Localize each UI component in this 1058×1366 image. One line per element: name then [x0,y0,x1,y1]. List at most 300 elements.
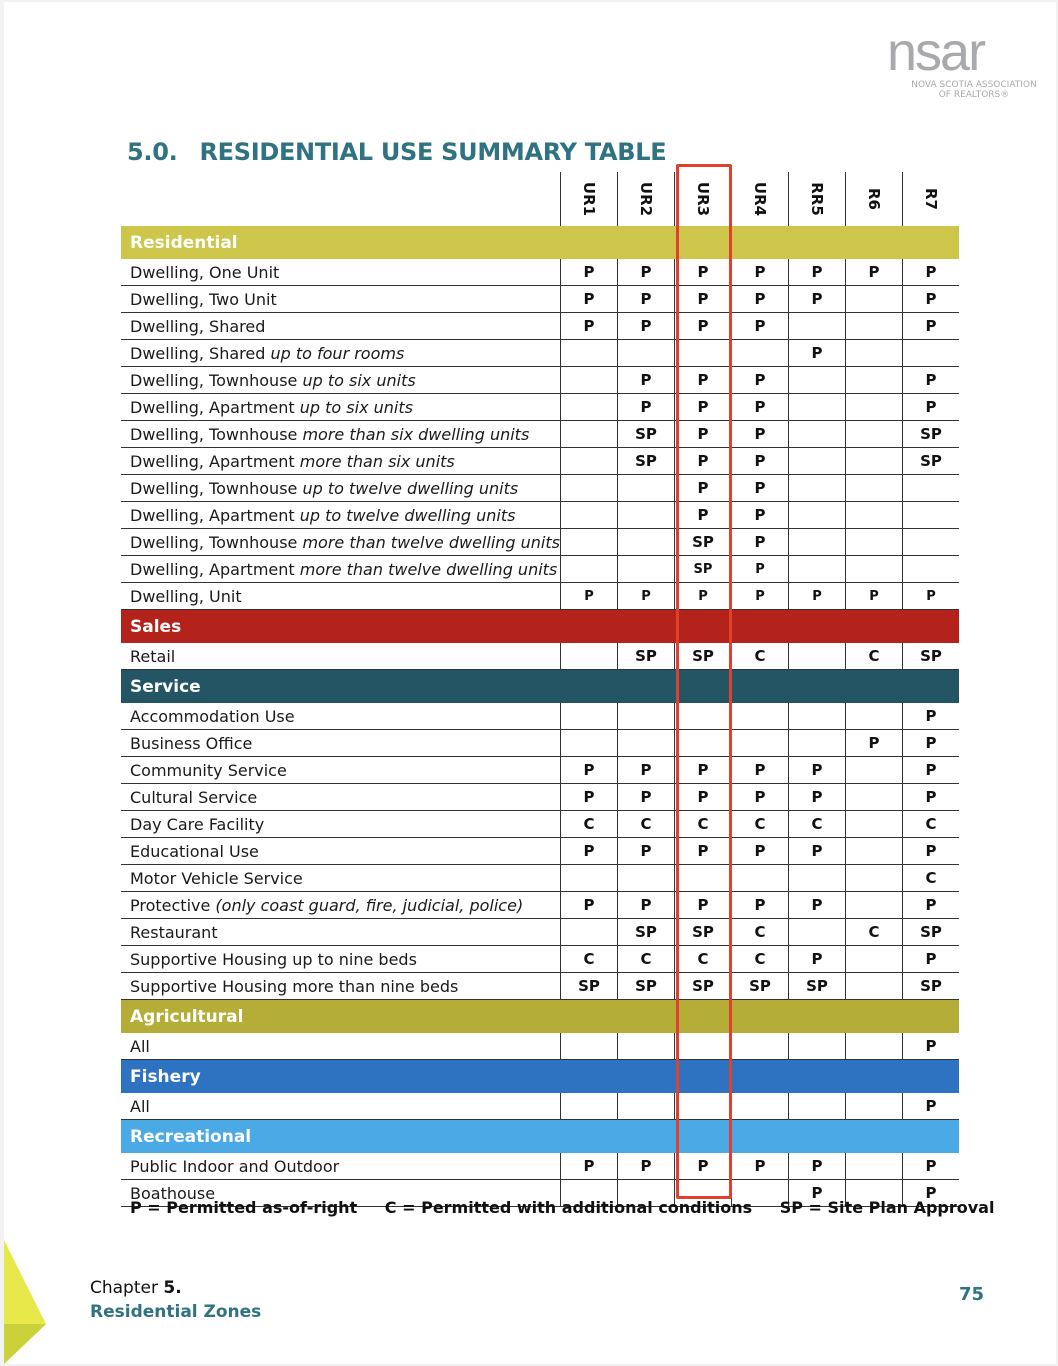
header-blank-cell [121,172,561,226]
cell-r7 [903,475,960,502]
cell-ur3: P [675,1153,732,1180]
table-row [121,1153,959,1180]
cell-ur4: P [732,529,789,556]
use-name: Dwelling, Apartment [130,451,300,471]
cell-r6 [846,865,903,892]
cell-ur3: P [675,367,732,394]
cell-ur3: P [675,394,732,421]
use-label [121,811,561,838]
cell-ur1: P [561,583,618,610]
zone-header-rr5 [789,172,846,226]
cell-r6 [846,394,903,421]
cell-ur4: C [732,643,789,670]
cell-ur4: P [732,448,789,475]
cell-ur2 [618,865,675,892]
legend [130,1198,1016,1217]
cell-ur3: P [675,583,732,610]
cell-ur2: SP [618,643,675,670]
use-qualifier: (only coast guard, fire, judicial, police) [215,895,524,915]
table-row [121,919,959,946]
category-label: Residential [121,226,959,259]
cell-ur3: P [675,286,732,313]
use-label [121,1093,561,1120]
cell-r7: P [903,892,960,919]
zone-header-label: UR2 [637,181,655,217]
use-name: Supportive Housing up to nine beds [130,949,417,969]
zone-header-row [121,172,959,226]
cell-ur4 [732,865,789,892]
cell-r7: P [903,1033,960,1060]
cell-ur2: SP [618,448,675,475]
cell-ur1: P [561,1153,618,1180]
table-row [121,583,959,610]
table-row [121,892,959,919]
corner-triangle-decoration [4,1240,46,1364]
zone-header-r7 [903,172,960,226]
use-label [121,892,561,919]
use-qualifier: up to twelve dwelling units [299,505,516,525]
nsar-logo [887,24,1047,104]
cell-ur4: C [732,919,789,946]
category-label: Service [121,670,959,704]
cell-rr5 [789,919,846,946]
cell-ur3: P [675,448,732,475]
use-label [121,286,561,313]
cell-ur1 [561,919,618,946]
cell-ur1 [561,448,618,475]
cell-ur2: C [618,946,675,973]
cell-ur3: P [675,502,732,529]
use-qualifier: up to four rooms [270,343,405,363]
use-label [121,313,561,340]
cell-rr5: P [789,784,846,811]
cell-ur1 [561,703,618,730]
cell-r6 [846,286,903,313]
use-label [121,340,561,367]
zone-header-label: RR5 [808,182,826,216]
cell-rr5 [789,730,846,757]
cell-r7: P [903,583,960,610]
zone-header-label: UR3 [694,181,712,217]
cell-r6: P [846,730,903,757]
table-row [121,865,959,892]
cell-r7 [903,529,960,556]
legend-site-plan: SP = Site Plan Approval [779,1198,995,1217]
cell-ur4: P [732,838,789,865]
logo-subtitle [901,80,1047,100]
use-qualifier: up to six units [302,370,416,390]
use-name: Dwelling, Apartment [130,559,300,579]
logo-subtitle-line1: NOVA SCOTIA ASSOCIATION [911,80,1037,90]
cell-ur4 [732,1033,789,1060]
cell-ur2 [618,529,675,556]
use-name: All [130,1036,150,1056]
cell-ur2: P [618,259,675,286]
category-row-residential [121,226,959,259]
cell-ur2: P [618,757,675,784]
cell-ur3: P [675,892,732,919]
cell-ur3: P [675,784,732,811]
use-label [121,757,561,784]
use-name: Dwelling, Townhouse [130,478,303,498]
use-label [121,946,561,973]
use-name: Dwelling, One Unit [130,262,280,282]
cell-ur2: P [618,394,675,421]
use-name: Educational Use [130,841,259,861]
cell-r6 [846,448,903,475]
use-name: Restaurant [130,922,218,942]
use-label [121,394,561,421]
use-name: Protective [130,895,216,915]
cell-ur1: SP [561,973,618,1000]
zone-header-r6 [846,172,903,226]
cell-rr5: SP [789,973,846,1000]
cell-ur1: P [561,892,618,919]
cell-ur2 [618,1033,675,1060]
use-label [121,1033,561,1060]
table-row [121,973,959,1000]
cell-r6 [846,1153,903,1180]
cell-ur1 [561,643,618,670]
use-label [121,583,561,610]
cell-ur1: P [561,757,618,784]
cell-ur3 [675,1093,732,1120]
table-row [121,286,959,313]
cell-r7: P [903,730,960,757]
cell-r7: P [903,286,960,313]
cell-ur4: P [732,1153,789,1180]
use-label [121,502,561,529]
cell-ur2: C [618,811,675,838]
cell-r7: C [903,865,960,892]
category-row-agricultural [121,1000,959,1034]
cell-r6 [846,313,903,340]
use-name: Accommodation Use [130,706,295,726]
use-name: Dwelling, Apartment [130,505,300,525]
use-name: Day Care Facility [130,814,265,834]
cell-ur1 [561,1093,618,1120]
table-row [121,394,959,421]
cell-ur4: P [732,556,789,583]
table-row [121,502,959,529]
cell-r7: P [903,313,960,340]
cell-ur3: P [675,313,732,340]
cell-rr5: P [789,757,846,784]
cell-rr5: P [789,1153,846,1180]
cell-ur3: SP [675,529,732,556]
cell-r7: P [903,946,960,973]
cell-ur2 [618,730,675,757]
zone-header-label: UR1 [580,181,598,217]
cell-r7: P [903,703,960,730]
cell-rr5 [789,556,846,583]
cell-rr5: P [789,340,846,367]
cell-rr5 [789,1093,846,1120]
cell-ur3: P [675,421,732,448]
cell-ur2: SP [618,973,675,1000]
cell-rr5 [789,448,846,475]
table-row [121,838,959,865]
table-row [121,703,959,730]
cell-ur3 [675,730,732,757]
cell-ur3: SP [675,919,732,946]
cell-ur2: P [618,784,675,811]
use-name: Dwelling, Townhouse [130,532,303,552]
table-row [121,730,959,757]
cell-rr5: P [789,286,846,313]
use-label [121,259,561,286]
cell-r7: P [903,394,960,421]
category-label: Sales [121,610,959,644]
chapter-prefix: Chapter [90,1278,164,1298]
cell-ur2: SP [618,919,675,946]
cell-ur3: P [675,475,732,502]
use-name: Dwelling, Townhouse [130,424,303,444]
cell-rr5 [789,703,846,730]
cell-ur4 [732,730,789,757]
cell-r7: SP [903,643,960,670]
cell-r6 [846,811,903,838]
cell-ur1: P [561,838,618,865]
cell-rr5 [789,502,846,529]
cell-r6 [846,784,903,811]
cell-ur4: P [732,259,789,286]
cell-r7 [903,340,960,367]
zone-header-label: UR4 [751,181,769,217]
use-name: Community Service [130,760,287,780]
use-qualifier: up to twelve dwelling units [302,478,519,498]
cell-r7: P [903,1093,960,1120]
use-qualifier: up to six units [299,397,413,417]
cell-ur3 [675,703,732,730]
category-row-recreational [121,1120,959,1154]
cell-ur3: C [675,946,732,973]
cell-rr5: P [789,1180,846,1207]
cell-ur2 [618,340,675,367]
category-row-sales [121,610,959,644]
category-label: Fishery [121,1060,959,1094]
cell-rr5 [789,1033,846,1060]
table-row [121,475,959,502]
table-row [121,643,959,670]
use-label [121,730,561,757]
cell-ur2 [618,1093,675,1120]
cell-ur4: P [732,502,789,529]
table-row [121,811,959,838]
chapter-label [90,1278,182,1298]
cell-r7: SP [903,919,960,946]
table-row [121,556,959,583]
category-label: Agricultural [121,1000,959,1034]
use-qualifier: more than six units [299,451,455,471]
use-label [121,421,561,448]
category-row-service [121,670,959,704]
cell-rr5 [789,529,846,556]
cell-r6 [846,1033,903,1060]
use-name: Motor Vehicle Service [130,868,303,888]
page-title [127,138,666,166]
logo-wordmark: nsar [887,22,985,82]
cell-rr5: P [789,892,846,919]
cell-ur4 [732,340,789,367]
table-row [121,448,959,475]
cell-r7 [903,556,960,583]
use-label [121,838,561,865]
section-number: 5.0. [127,138,178,166]
use-label [121,919,561,946]
use-label [121,784,561,811]
chapter-title: Residential Zones [90,1302,262,1322]
cell-ur4: P [732,286,789,313]
legend-conditional: C = Permitted with additional conditions [384,1198,753,1217]
cell-r6 [846,475,903,502]
cell-r6 [846,892,903,919]
cell-ur1: P [561,286,618,313]
table-row [121,259,959,286]
cell-rr5: P [789,838,846,865]
cell-r7 [903,502,960,529]
zone-header-ur1 [561,172,618,226]
table-row [121,1033,959,1060]
use-label [121,448,561,475]
cell-rr5: P [789,583,846,610]
cell-ur4 [732,703,789,730]
use-name: Dwelling, Shared [130,316,266,336]
cell-ur2: P [618,1153,675,1180]
cell-ur4: P [732,421,789,448]
use-label [121,865,561,892]
cell-r7: P [903,259,960,286]
use-qualifier: more than twelve dwelling units [299,559,558,579]
use-label [121,367,561,394]
cell-r6 [846,973,903,1000]
cell-ur1 [561,865,618,892]
cell-r6 [846,703,903,730]
cell-r6: C [846,643,903,670]
cell-ur1 [561,394,618,421]
cell-ur2 [618,502,675,529]
cell-ur1 [561,367,618,394]
use-label [121,475,561,502]
cell-ur1: P [561,313,618,340]
use-label [121,556,561,583]
legend-permitted: P = Permitted as-of-right [130,1198,358,1217]
cell-ur4: P [732,583,789,610]
table-row [121,421,959,448]
cell-r6 [846,1093,903,1120]
cell-ur4: P [732,892,789,919]
cell-r6 [846,556,903,583]
cell-r6: C [846,919,903,946]
use-name: Business Office [130,733,253,753]
use-label [121,973,561,1000]
cell-ur3: C [675,811,732,838]
cell-r7: P [903,784,960,811]
cell-ur1 [561,340,618,367]
cell-ur1 [561,475,618,502]
cell-ur1 [561,730,618,757]
cell-ur3: SP [675,643,732,670]
cell-ur3: P [675,757,732,784]
cell-r7: SP [903,973,960,1000]
use-qualifier: more than twelve dwelling units [302,532,560,552]
table-row [121,757,959,784]
use-name: Dwelling, Unit [130,586,242,606]
cell-r7: P [903,1153,960,1180]
cell-ur3: P [675,838,732,865]
chapter-number: 5. [163,1278,182,1298]
cell-r6 [846,421,903,448]
cell-ur2: P [618,286,675,313]
cell-ur1 [561,556,618,583]
cell-ur1: P [561,259,618,286]
cell-rr5 [789,394,846,421]
cell-r6 [846,502,903,529]
cell-r7: P [903,367,960,394]
cell-ur2: P [618,313,675,340]
use-label [121,643,561,670]
use-name: Dwelling, Two Unit [130,289,277,309]
use-qualifier: more than six dwelling units [302,424,530,444]
cell-ur4 [732,1093,789,1120]
cell-ur4: P [732,757,789,784]
use-name: Dwelling, Townhouse [130,370,303,390]
cell-r6: P [846,583,903,610]
logo-subtitle-line2: OF REALTORS® [938,90,1010,100]
cell-r6: P [846,259,903,286]
table-row [121,946,959,973]
cell-ur3: SP [675,973,732,1000]
category-row-fishery [121,1060,959,1094]
cell-rr5 [789,865,846,892]
use-label [121,703,561,730]
cell-r6 [846,340,903,367]
cell-ur4: P [732,313,789,340]
cell-r6 [846,529,903,556]
cell-ur1 [561,421,618,448]
zone-header-label: R6 [865,188,883,210]
cell-ur2: P [618,367,675,394]
cell-r7: P [903,757,960,784]
cell-ur1: P [561,784,618,811]
cell-rr5: P [789,259,846,286]
table-row [121,313,959,340]
category-label: Recreational [121,1120,959,1154]
cell-r6 [846,757,903,784]
table-row [121,367,959,394]
use-label [121,529,561,556]
use-name: Boathouse [130,1183,216,1203]
zone-header-ur3 [675,172,732,226]
use-name: Dwelling, Shared [130,343,271,363]
use-name: Public Indoor and Outdoor [130,1156,340,1176]
cell-ur4: P [732,475,789,502]
cell-rr5 [789,313,846,340]
use-name: Dwelling, Apartment [130,397,300,417]
cell-ur2: P [618,892,675,919]
document-page [4,2,1056,1364]
use-name: All [130,1096,150,1116]
cell-ur2: P [618,838,675,865]
cell-ur3 [675,1033,732,1060]
cell-r6 [846,367,903,394]
table-row [121,784,959,811]
use-label [121,1153,561,1180]
cell-ur2: SP [618,421,675,448]
cell-ur3: SP [675,556,732,583]
cell-ur1 [561,502,618,529]
cell-ur1: C [561,811,618,838]
